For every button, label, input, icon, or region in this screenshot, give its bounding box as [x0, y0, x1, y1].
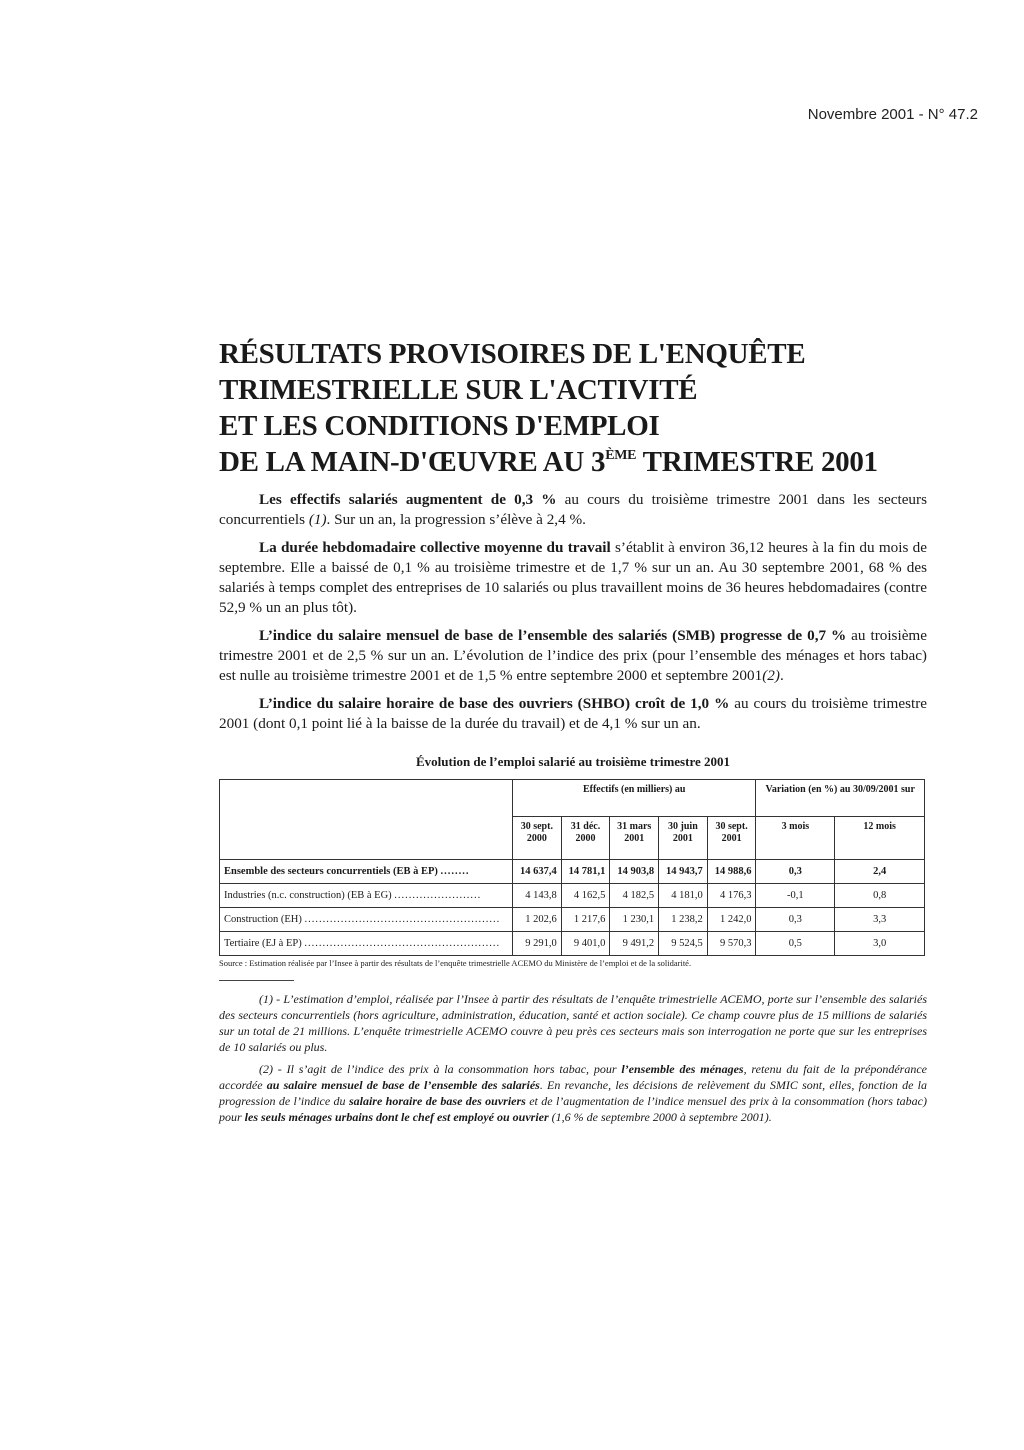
- empty-header-cell: [220, 780, 513, 860]
- paragraph-duree: [219, 538, 927, 618]
- footnote-emphasis: salaire horaire de base des ouvriers: [348, 1094, 526, 1108]
- cell-value: 4 162,5: [561, 884, 610, 908]
- page-title: [219, 336, 927, 480]
- cell-value: 9 524,5: [659, 932, 708, 956]
- cell-value: 4 176,3: [707, 884, 756, 908]
- paragraph-effectifs: [219, 490, 927, 530]
- cell-var-12: 2,4: [835, 860, 925, 884]
- footnote-1: (1) - L’estimation d’emploi, réalisée par l’Insee à partir des résultats de l’enquête trimestrielle ACEMO, porte sur l’ensemble des salariés des secteurs concurrentiels (hors agriculture, administration, éducation, santé et action sociale). Ce champ couvre plus de 15 millions de salariés sur un total de 21 millions. L’enquête trimestrielle ACEMO couvre à peu près ces secteurs mais son interrogation ne porte que sur les entreprises de 10 salariés ou plus.: [219, 992, 927, 1054]
- cell-var-3: 0,3: [756, 908, 835, 932]
- footnote-separator: [219, 980, 294, 981]
- footnote-emphasis: au salaire mensuel de base de l’ensemble des salariés: [266, 1078, 540, 1092]
- paragraph-text: au troisième trimestre 2001 et de 2,5 % sur un an. L’évolution de l’indice des prix (pour l’ensemble des ménages et hors tabac) est nulle au troisième trimestre 2001 et de 1,5 % entre septembre 2000 et septembre 2001: [219, 627, 927, 684]
- cell-value: 9 291,0: [513, 932, 562, 956]
- row-label: Tertiaire (EJ à EP) ......................................................: [220, 932, 513, 956]
- cell-var-12: 0,8: [835, 884, 925, 908]
- period-header: 30 sept. 2001: [707, 817, 756, 860]
- paragraph-lead: La durée hebdomadaire collective moyenne du travail: [259, 539, 611, 556]
- period-header: 30 sept. 2000: [513, 817, 562, 860]
- paragraph-lead: L’indice du salaire horaire de base des ouvriers (SHBO) croît de 1,0 %: [259, 695, 730, 712]
- cell-var-3: -0,1: [756, 884, 835, 908]
- var-header-3-mois: 3 mois: [756, 817, 835, 860]
- period-header: 31 déc. 2000: [561, 817, 610, 860]
- period-header: 31 mars 2001: [610, 817, 659, 860]
- cell-value: 4 181,0: [659, 884, 708, 908]
- var-header-12-mois: 12 mois: [835, 817, 925, 860]
- employment-table: [219, 779, 925, 956]
- cell-var-3: 0,3: [756, 860, 835, 884]
- cell-value: 14 781,1: [561, 860, 610, 884]
- cell-value: 9 401,0: [561, 932, 610, 956]
- paragraph-text: au cours du troisième trimestre 2001 (dont 0,1 point lié à la baisse de la durée du travail) et de 4,1 % sur un an.: [219, 695, 927, 732]
- cell-value: 1 202,6: [513, 908, 562, 932]
- header-effectifs: Effectifs (en milliers) au: [513, 780, 756, 817]
- title-line-1: RÉSULTATS PROVISOIRES DE L'ENQUÊTE: [219, 338, 806, 370]
- row-label: Industries (n.c. construction) (EB à EG) ........................: [220, 884, 513, 908]
- cell-value: 1 242,0: [707, 908, 756, 932]
- note-reference: (2): [762, 667, 780, 684]
- cell-value: 1 217,6: [561, 908, 610, 932]
- document-body: [219, 336, 927, 1131]
- table-title: Évolution de l’emploi salarié au troisième trimestre 2001: [416, 754, 730, 769]
- paragraph-text: .: [779, 667, 784, 684]
- table-row: [220, 860, 925, 884]
- table-row: [220, 908, 925, 932]
- title-line-4: [219, 444, 927, 480]
- cell-value: 1 238,2: [659, 908, 708, 932]
- paragraph-shbo: [219, 694, 927, 734]
- note-reference: (1): [308, 511, 327, 528]
- cell-value: 14 943,7: [659, 860, 708, 884]
- footnote-2: (2) - Il s’agit de l’indice des prix à la consommation hors tabac, pour l’ensemble des ménages, retenu du fait de la prépondérance accordée au salaire mensuel de base de l’ensemble des salariés. En revanche, les décisions de relèvement du SMIC sont, elles, fonction de la progression de l’indice du salaire horaire de base des ouvriers et de l’augmentation de l’indice mensuel des prix à la consommation (hors tabac) pour les seuls ménages urbains dont le chef est employé ou ouvrier (1,6 % de septembre 2000 à septembre 2001).: [219, 1062, 927, 1124]
- paragraph-lead: L’indice du salaire mensuel de base de l’ensemble des salariés (SMB) progresse de 0,7 %: [259, 627, 847, 644]
- cell-var-12: 3,3: [835, 908, 925, 932]
- footnote-emphasis: les seuls ménages urbains dont le chef est employé ou ouvrier: [244, 1110, 549, 1124]
- cell-value: 4 182,5: [610, 884, 659, 908]
- paragraph-text: au cours du troisième trimestre 2001 dans les secteurs concurrentiels: [219, 491, 927, 528]
- cell-value: 14 903,8: [610, 860, 659, 884]
- paragraph-lead: Les effectifs salariés augmentent de 0,3 %: [259, 491, 557, 508]
- cell-value: 1 230,1: [610, 908, 659, 932]
- title-superscript: ÈME: [605, 448, 637, 463]
- header-variation: Variation (en %) au 30/09/2001 sur: [756, 780, 925, 817]
- cell-var-12: 3,0: [835, 932, 925, 956]
- title-line-2: TRIMESTRIELLE SUR L'ACTIVITÉ: [219, 374, 698, 406]
- table-header-row: [220, 780, 925, 817]
- period-header: 30 juin 2001: [659, 817, 708, 860]
- cell-value: 9 570,3: [707, 932, 756, 956]
- paragraph-text: s’établit à environ 36,12 heures à la fin du mois de septembre. Elle a baissé de 0,1 % au troisième trimestre et de 1,7 % sur un an. Au 30 septembre 2001, 68 % des salariés à temps complet des entreprises de 10 salariés ou plus travaillent moins de 36 heures hebdomadaires (contre 52,9 % un an plus tôt).: [219, 539, 927, 616]
- table-row: [220, 884, 925, 908]
- issue-number: Novembre 2001 - N° 47.2: [807, 106, 978, 123]
- cell-value: 14 637,4: [513, 860, 562, 884]
- paragraph-text: . Sur un an, la progression s’élève à 2,4 %.: [326, 511, 586, 528]
- row-label: Ensemble des secteurs concurrentiels (EB à EP) ........: [220, 860, 513, 884]
- table-row: [220, 932, 925, 956]
- title-line-4-post: TRIMESTRE 2001: [636, 446, 878, 478]
- title-line-4-pre: DE LA MAIN-D'ŒUVRE AU 3: [219, 446, 606, 478]
- row-label: Construction (EH) ......................................................: [220, 908, 513, 932]
- paragraph-smb: [219, 626, 927, 686]
- cell-value: 14 988,6: [707, 860, 756, 884]
- title-line-3: ET LES CONDITIONS D'EMPLOI: [219, 410, 660, 442]
- cell-var-3: 0,5: [756, 932, 835, 956]
- footnote-emphasis: l’ensemble des ménages: [621, 1062, 744, 1076]
- cell-value: 4 143,8: [513, 884, 562, 908]
- cell-value: 9 491,2: [610, 932, 659, 956]
- table-source: Source : Estimation réalisée par l’Insee à partir des résultats de l’enquête trimestrielle ACEMO du Ministère de l’emploi et de la solidarité.: [219, 958, 692, 968]
